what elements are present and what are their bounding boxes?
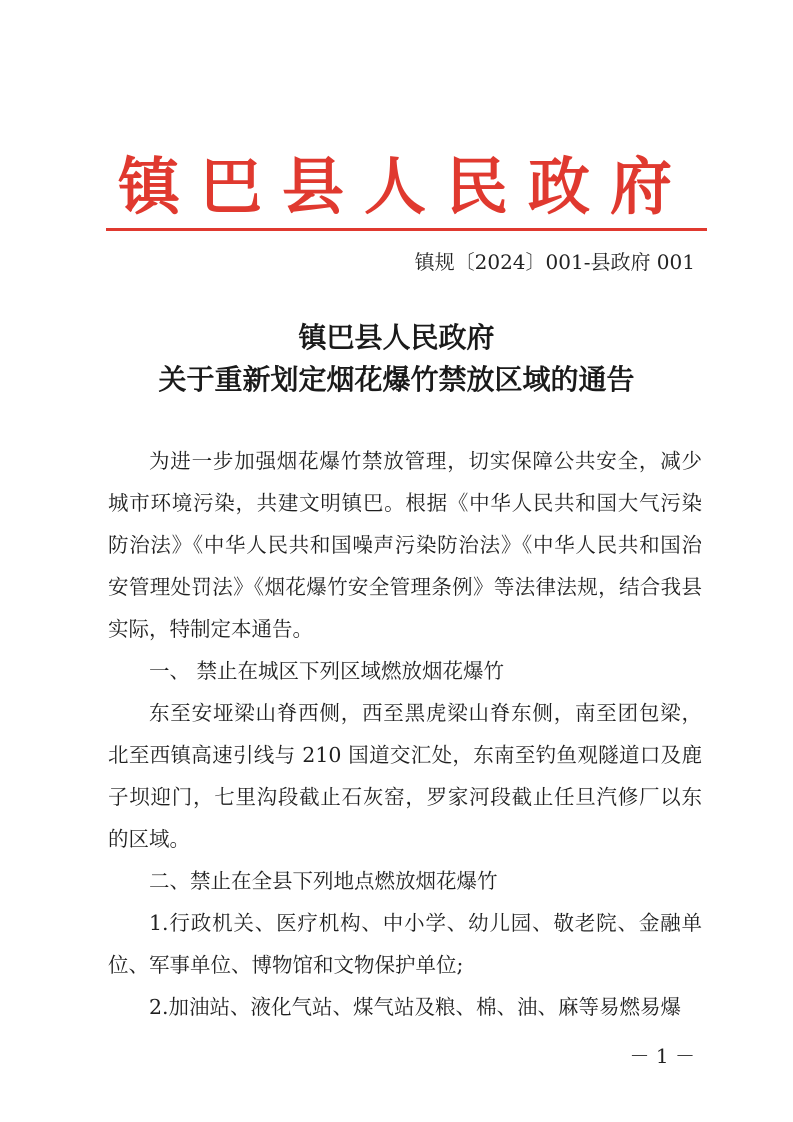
notice-title-line-1: 镇巴县人民政府 [298,321,495,354]
page-number: － 1 － [629,1044,695,1068]
document-number: 镇规〔2024〕001-县政府 001 [414,250,695,274]
notice-title-line-2: 关于重新划定烟花爆竹禁放区域的通告 [158,363,635,396]
list-item-1: 1.行政机关、医疗机构、中小学、幼儿园、敬老院、金融单位、军事单位、博物馆和文物保护单位; [108,911,702,977]
section-heading-2: 二、禁止在全县下列地点燃放烟花爆竹 [149,869,498,893]
paragraph-preamble: 为进一步加强烟花爆竹禁放管理，切实保障公共安全，减少城市环境污染，共建文明镇巴。根据《中华人民共和国大气污染防治法》《中华人民共和国噪声污染防治法》《中华人民共和国治安管理处罚法》《烟花爆竹安全管理条例》等法律法规，结合我县实际，特制定本通告。 [108,449,702,641]
document-body [108,440,702,1028]
paragraph-urban-area: 东至安垭梁山脊西侧，西至黑虎梁山脊东侧，南至团包梁，北至西镇高速引线与 210 国道交汇处，东南至钓鱼观隧道口及鹿子坝迎门，七里沟段截止石灰窑，罗家河段截止任旦汽修厂以东的区域。 [108,701,702,851]
section-heading-1: 一、 禁止在城区下列区域燃放烟花爆竹 [149,659,505,683]
issuer-header: 镇巴县人民政府 [117,150,692,223]
red-header-rule [106,228,707,231]
list-item-2: 2.加油站、液化气站、煤气站及粮、棉、油、麻等易燃易爆 [149,995,682,1019]
